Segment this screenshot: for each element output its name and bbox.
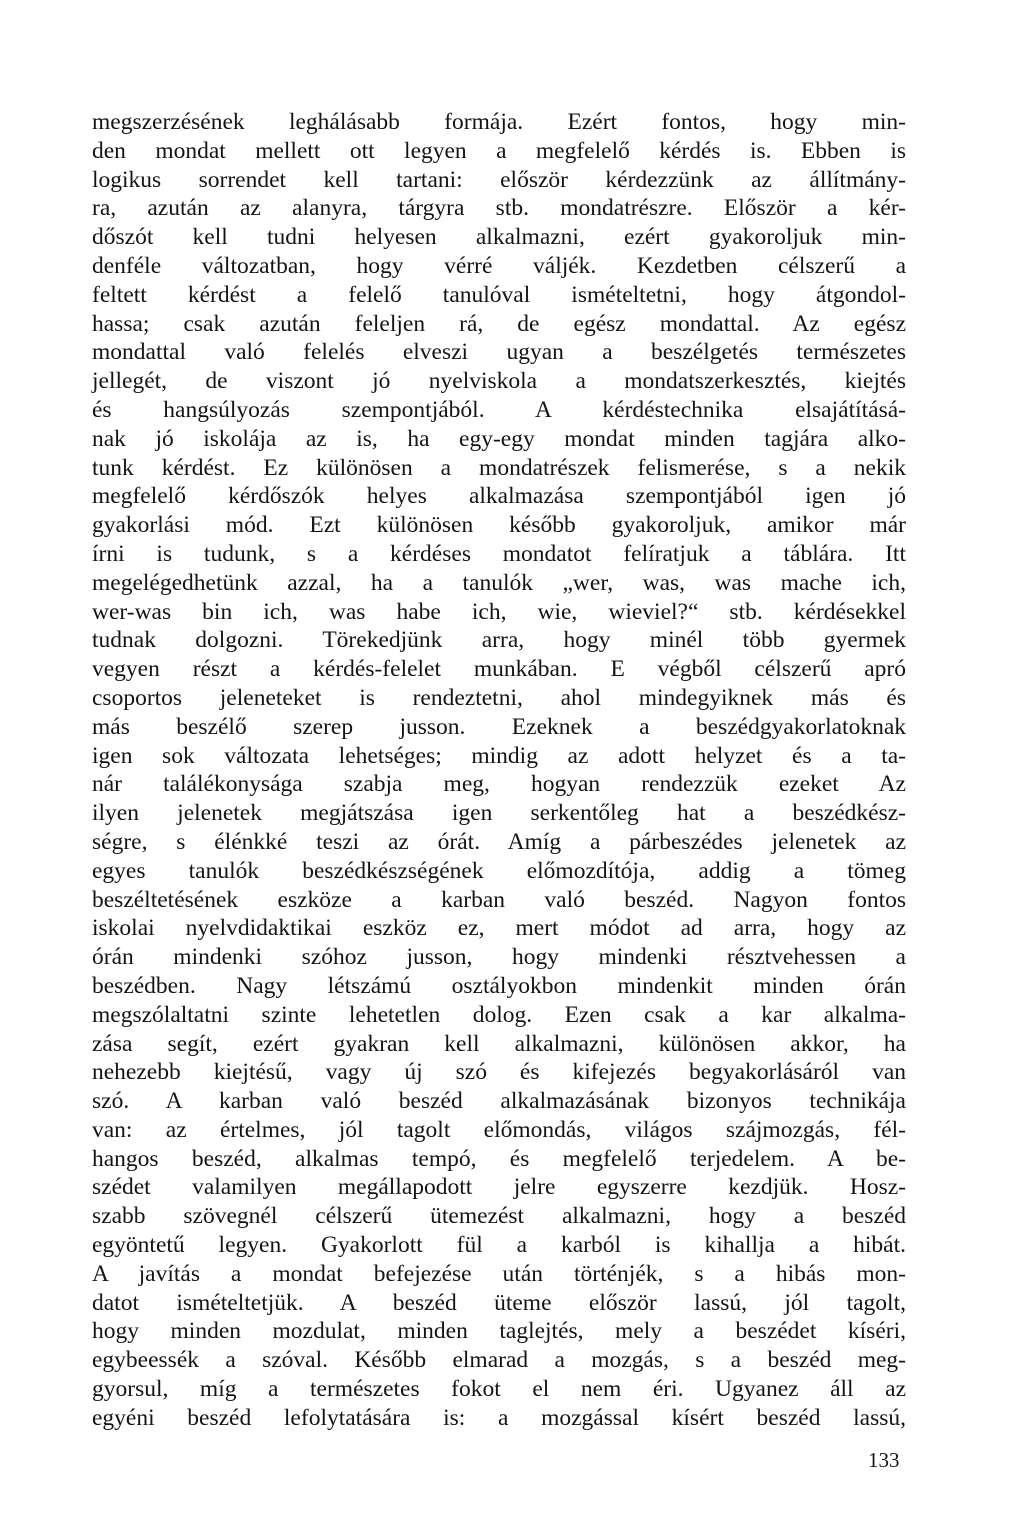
text-line: iskolai nyelvdidaktikai eszköz ez, mert módot ad arra, hogy az xyxy=(92,915,906,942)
text-line: ilyen jelenetek megjátszása igen serkentőleg hat a beszédkész- xyxy=(92,800,906,827)
text-line: nehezebb kiejtésű, vagy új szó és kifejezés begyakorlásáról van xyxy=(92,1059,906,1086)
text-line: egybeessék a szóval. Később elmarad a mozgás, s a beszéd meg- xyxy=(92,1347,906,1374)
text-line: szó. A karban való beszéd alkalmazásának bizonyos technikája xyxy=(92,1088,906,1115)
text-line: megfelelő kérdőszók helyes alkalmazása szempontjából igen jó xyxy=(92,483,906,510)
text-line: gyorsul, míg a természetes fokot el nem éri. Ugyanez áll az xyxy=(92,1376,906,1403)
text-line: ra, azután az alanyra, tárgyra stb. mondatrészre. Először a kér- xyxy=(92,195,906,222)
text-line: tunk kérdést. Ez különösen a mondatrészek felismerése, s a nekik xyxy=(92,454,906,481)
text-line: órán mindenki szóhoz jusson, hogy mindenki résztvehessen a xyxy=(92,944,906,971)
text-line: vegyen részt a kérdés-felelet munkában. E végből célszerű apró xyxy=(92,656,906,683)
text-line: jellegét, de viszont jó nyelviskola a mondatszerkesztés, kiejtés xyxy=(92,368,906,395)
text-line: megelégedhetünk azzal, ha a tanulók „wer, was, was mache ich, xyxy=(92,569,906,596)
text-line: egyöntetű legyen. Gyakorlott fül a karból is kihallja a hibát. xyxy=(92,1232,906,1259)
text-line: wer-was bin ich, was habe ich, wie, wieviel?“ stb. kérdésekkel xyxy=(92,598,906,625)
text-line: gyakorlási mód. Ezt különösen később gyakoroljuk, amikor már xyxy=(92,512,906,539)
text-line: csoportos jeleneteket is rendeztetni, ahol mindegyiknek más és xyxy=(92,684,906,711)
text-line: ségre, s élénkké teszi az órát. Amíg a párbeszédes jelenetek az xyxy=(92,828,906,855)
page-text xyxy=(92,108,906,1433)
text-line: megszerzésének leghálásabb formája. Ezért fontos, hogy min- xyxy=(92,109,906,135)
text-line: hogy minden mozdulat, minden taglejtés, mely a beszédet kíséri, xyxy=(92,1318,906,1345)
text-line: dőszót kell tudni helyesen alkalmazni, ezért gyakoroljuk min- xyxy=(92,224,906,251)
text-line: más beszélő szerep jusson. Ezeknek a beszédgyakorlatoknak xyxy=(92,713,906,740)
text-line: írni is tudunk, s a kérdéses mondatot felíratjuk a táblára. Itt xyxy=(92,540,906,567)
text-line: tudnak dolgozni. Törekedjünk arra, hogy minél több gyermek xyxy=(92,627,906,654)
text-line: zása segít, ezért gyakran kell alkalmazni, különösen akkor, ha xyxy=(92,1030,906,1057)
text-line: egyes tanulók beszédkészségének előmozdítója, addig a tömeg xyxy=(92,857,906,884)
text-line: mondattal való felelés elveszi ugyan a beszélgetés természetes xyxy=(92,339,906,366)
text-line: van: az értelmes, jól tagolt előmondás, világos szájmozgás, fél- xyxy=(92,1116,906,1143)
text-line: beszéltetésének eszköze a karban való beszéd. Nagyon fontos xyxy=(92,886,906,913)
text-line: denféle változatban, hogy vérré váljék. Kezdetben célszerű a xyxy=(92,252,906,279)
text-line: és hangsúlyozás szempontjából. A kérdéstechnika elsajátításá- xyxy=(92,396,906,423)
text-line: szédet valamilyen megállapodott jelre egyszerre kezdjük. Hosz- xyxy=(92,1174,906,1201)
text-line: nár találékonysága szabja meg, hogyan rendezzük ezeket Az xyxy=(92,771,906,798)
text-line: datot ismételtetjük. A beszéd üteme először lassú, jól tagolt, xyxy=(92,1289,906,1316)
text-line: logikus sorrendet kell tartani: először kérdezzünk az állítmány- xyxy=(92,166,906,193)
text-line: feltett kérdést a felelő tanulóval ismételtetni, hogy átgondol- xyxy=(92,281,906,308)
text-line: hangos beszéd, alkalmas tempó, és megfelelő terjedelem. A be- xyxy=(92,1145,906,1172)
text-line: megszólaltatni szinte lehetetlen dolog. Ezen csak a kar alkalma- xyxy=(92,1001,906,1028)
text-line: hassa; csak azután feleljen rá, de egész mondattal. Az egész xyxy=(92,310,906,337)
text-line: igen sok változata lehetséges; mindig az adott helyzet és a ta- xyxy=(92,742,906,769)
text-line: A javítás a mondat befejezése után történjék, s a hibás mon- xyxy=(92,1260,906,1287)
text-line: beszédben. Nagy létszámú osztályokbon mindenkit minden órán xyxy=(92,972,906,999)
text-line: den mondat mellett ott legyen a megfelelő kérdés is. Ebben is xyxy=(92,137,906,164)
text-line: nak jó iskolája az is, ha egy-egy mondat minden tagjára alko- xyxy=(92,425,906,452)
page-number: 133 xyxy=(868,1448,900,1472)
text-line: szabb szövegnél célszerű ütemezést alkalmazni, hogy a beszéd xyxy=(92,1203,906,1230)
text-line: egyéni beszéd lefolytatására is: a mozgással kísért beszéd lassú, xyxy=(92,1404,906,1431)
